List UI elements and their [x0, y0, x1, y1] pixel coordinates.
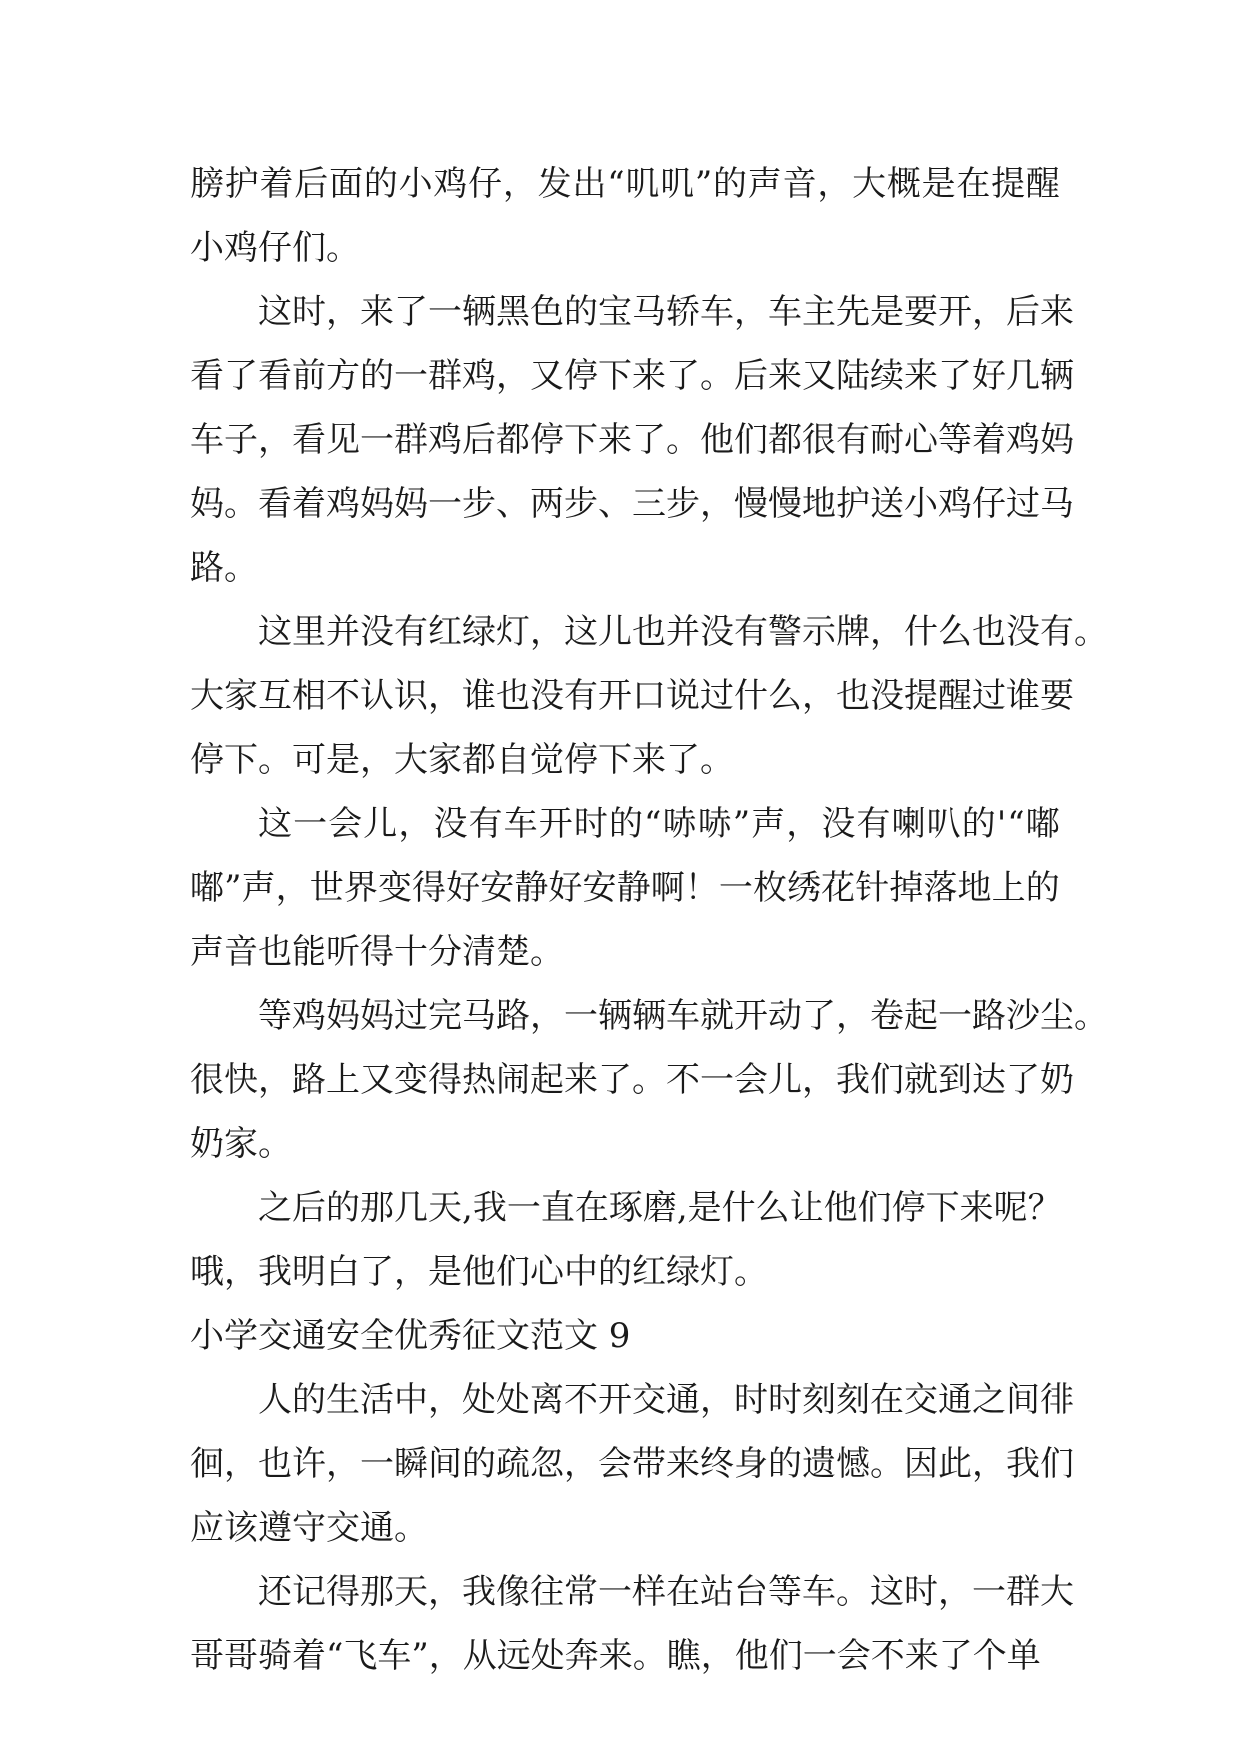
paragraph-line: 路。 — [190, 548, 258, 588]
paragraph-line: 这 里 并 没 有 红 绿 灯 ， 这 儿 也 并 没 有 警 示 牌 ， 什 么 也 没 有 。 — [258, 612, 1108, 652]
paragraph-line: 停下。可是，大家都自觉停下来了。 — [190, 740, 734, 780]
paragraph-line: 很 快 ， 路 上 又 变 得 热 闹 起 来 了 。 不 一 会 儿 ， 我 们 就 到 达 了 奶 — [190, 1060, 1074, 1100]
paragraph-line: 这 一 会 儿 ， 没 有 车 开 时 的 “ 哧 哧 ” 声 ， 没 有 喇 叭 的 ' “ 嘟 — [258, 804, 1060, 844]
paragraph-line: 看 了 看 前 方 的 一 群 鸡 ， 又 停 下 来 了 。 后 来 又 陆 续 来 了 好 几 辆 — [190, 356, 1074, 396]
paragraph-line: 哦，我明白了，是他们心中的红绿灯。 — [190, 1252, 768, 1292]
paragraph-line: 还 记 得 那 天 ， 我 像 往 常 一 样 在 站 台 等 车 。 这 时 ， 一 群 大 — [258, 1572, 1074, 1612]
paragraph-line: 等 鸡 妈 妈 过 完 马 路 ， 一 辆 辆 车 就 开 动 了 ， 卷 起 一 路 沙 尘 。 — [258, 996, 1108, 1036]
paragraph-line: 声音也能听得十分清楚。 — [190, 932, 564, 972]
section-heading: 小学交通安全优秀征文范文 9 — [190, 1316, 631, 1356]
paragraph-line: 嘟 ” 声 ， 世 界 变 得 好 安 静 好 安 静 啊 ！ 一 枚 绣 花 针 掉 落 地 上 的 — [190, 868, 1060, 908]
paragraph-line: 人 的 生 活 中 ， 处 处 离 不 开 交 通 ， 时 时 刻 刻 在 交 通 之 间 徘 — [258, 1380, 1074, 1420]
document-body — [190, 152, 1108, 1688]
paragraph-line: 应该遵守交通。 — [190, 1508, 428, 1548]
paragraph-line: 奶家。 — [190, 1124, 292, 1164]
paragraph-line: 之 后 的 那 几 天 , 我 一 直 在 琢 磨 , 是 什 么 让 他 们 停 下 来 呢 ？ — [258, 1188, 1062, 1228]
paragraph-line: 车 子 ， 看 见 一 群 鸡 后 都 停 下 来 了 。 他 们 都 很 有 耐 心 等 着 鸡 妈 — [190, 420, 1074, 460]
paragraph-line: 妈 。 看 着 鸡 妈 妈 一 步 、 两 步 、 三 步 ， 慢 慢 地 护 送 小 鸡 仔 过 马 — [190, 484, 1074, 524]
paragraph-line: 小鸡仔们。 — [190, 228, 360, 268]
paragraph-line: 哥哥骑着“飞车”，从远处奔来。瞧，他们一会不来了个单 — [190, 1636, 1041, 1676]
paragraph-line: 徊 ， 也 许 ， 一 瞬 间 的 疏 忽 ， 会 带 来 终 身 的 遗 憾 。 因 此 ， 我 们 — [190, 1444, 1074, 1484]
paragraph-line: 大 家 互 相 不 认 识 ， 谁 也 没 有 开 口 说 过 什 么 ， 也 没 提 醒 过 谁 要 — [190, 676, 1074, 716]
paragraph-line: 这 时 ， 来 了 一 辆 黑 色 的 宝 马 轿 车 ， 车 主 先 是 要 开 ， 后 来 — [258, 292, 1074, 332]
paragraph-line: 膀 护 着 后 面 的 小 鸡 仔 ， 发 出 “ 叽 叽 ” 的 声 音 ， 大 概 是 在 提 醒 — [190, 164, 1060, 204]
